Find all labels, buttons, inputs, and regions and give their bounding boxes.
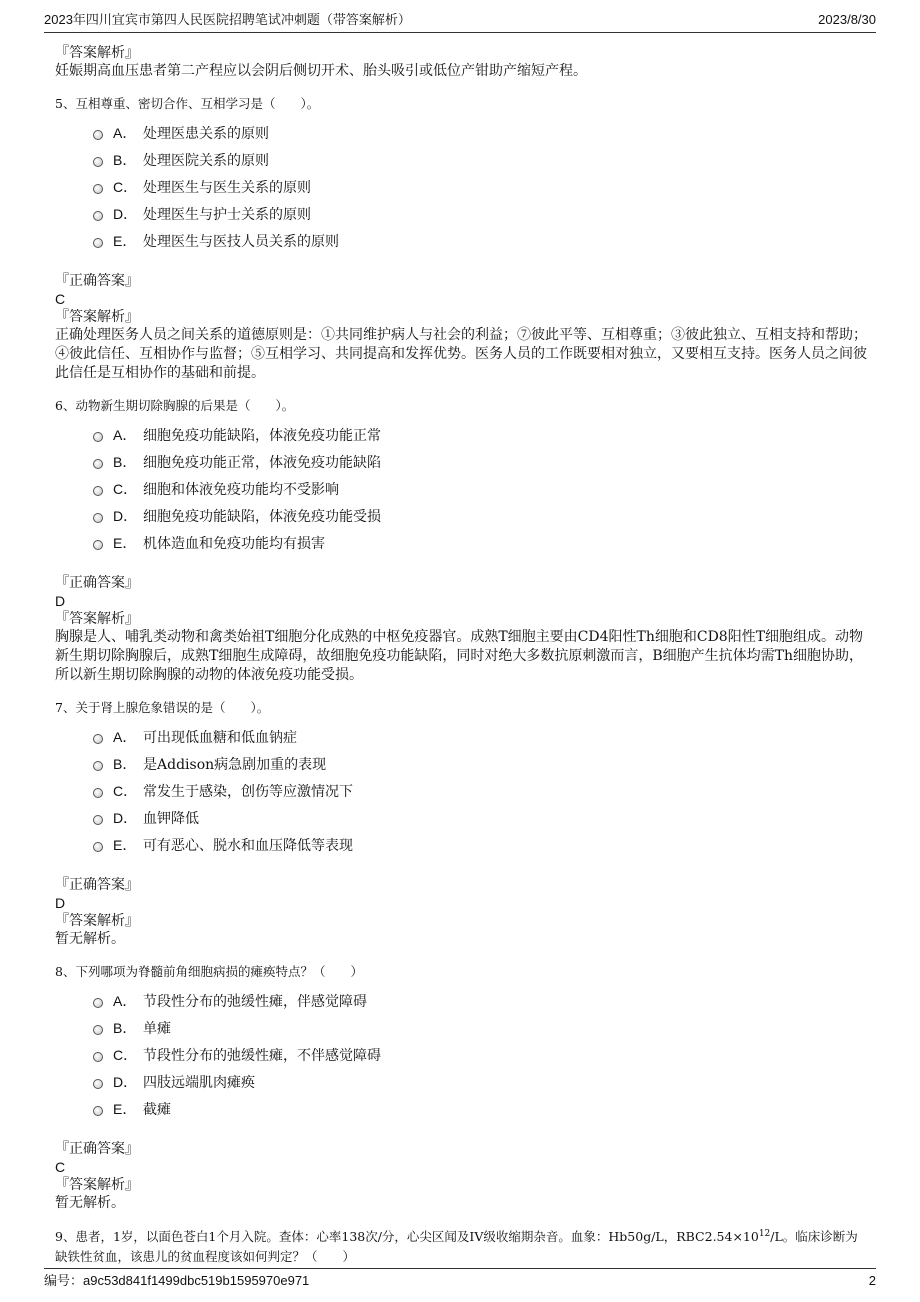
option-letter: B． [113, 453, 137, 470]
question-stem: 6、动物新生期切除胸腺的后果是（ ）。 [55, 398, 295, 413]
option-letter: E． [113, 232, 137, 249]
option-letter: C． [113, 1046, 138, 1063]
option-a[interactable] [93, 987, 870, 1014]
option-d[interactable] [93, 804, 870, 831]
option-text: 四肢远端肌肉瘫痪 [143, 1074, 255, 1091]
analysis-label: 『答案解析』 [55, 309, 139, 325]
document-id: 编号：a9c53d841f1499dbc519b1595970e971 [44, 1273, 310, 1288]
correct-answer: D [55, 895, 66, 911]
option-letter: B． [113, 755, 137, 772]
radio-button-icon[interactable] [93, 432, 103, 442]
correct-answer: C [55, 291, 66, 307]
option-letter: C． [113, 178, 138, 195]
answer-label: 『正确答案』 [55, 273, 139, 289]
radio-button-icon[interactable] [93, 1052, 103, 1062]
radio-button-icon[interactable] [93, 842, 103, 852]
question-7 [55, 699, 870, 949]
option-b[interactable] [93, 750, 870, 777]
option-letter: C． [113, 480, 138, 497]
question-stem-part1: 9、患者，1岁，以面色苍白1个月入院。查体：心率138次/分，心尖区闻及IV级收缩期杂音。血象：Hb50g/L，RBC2.54×10 [55, 1229, 759, 1244]
option-text: 机体造血和免疫功能均有损害 [143, 535, 325, 552]
radio-button-icon[interactable] [93, 1079, 103, 1089]
option-letter: D． [113, 205, 138, 222]
option-text: 处理医患关系的原则 [143, 125, 269, 142]
option-letter: A． [113, 124, 137, 141]
question-5 [55, 95, 870, 383]
radio-button-icon[interactable] [93, 238, 103, 248]
option-list [93, 987, 870, 1122]
option-letter: B． [113, 151, 137, 168]
question-8 [55, 963, 870, 1213]
option-text: 可出现低血糖和低血钠症 [143, 729, 297, 746]
radio-button-icon[interactable] [93, 788, 103, 798]
option-letter: E． [113, 836, 137, 853]
radio-button-icon[interactable] [93, 998, 103, 1008]
document-body [55, 44, 870, 1267]
answer-block [55, 1140, 870, 1213]
radio-button-icon[interactable] [93, 1025, 103, 1035]
answer-label: 『正确答案』 [55, 575, 139, 591]
option-letter: C． [113, 782, 138, 799]
option-letter: A． [113, 728, 137, 745]
option-text: 处理医生与医技人员关系的原则 [143, 233, 339, 250]
option-c[interactable] [93, 777, 870, 804]
option-d[interactable] [93, 200, 870, 227]
radio-button-icon[interactable] [93, 761, 103, 771]
option-text: 处理医生与医生关系的原则 [143, 179, 311, 196]
option-list [93, 421, 870, 556]
radio-button-icon[interactable] [93, 184, 103, 194]
option-a[interactable] [93, 421, 870, 448]
radio-button-icon[interactable] [93, 1106, 103, 1116]
option-text: 单瘫 [143, 1020, 171, 1037]
analysis-text: 妊娠期高血压患者第二产程应以会阴后侧切开术、胎头吸引或低位产钳助产缩短产程。 [55, 63, 587, 79]
correct-answer: D [55, 593, 66, 609]
option-letter: E． [113, 1100, 137, 1117]
option-e[interactable] [93, 529, 870, 556]
answer-block [55, 876, 870, 949]
option-text: 细胞免疫功能正常，体液免疫功能缺陷 [143, 454, 381, 471]
radio-button-icon[interactable] [93, 130, 103, 140]
radio-button-icon[interactable] [93, 734, 103, 744]
question-stem [55, 1227, 870, 1267]
option-text: 截瘫 [143, 1101, 171, 1118]
question-stem: 7、关于肾上腺危象错误的是（ ）。 [55, 700, 270, 715]
answer-block [55, 272, 870, 383]
radio-button-icon[interactable] [93, 486, 103, 496]
option-b[interactable] [93, 146, 870, 173]
option-a[interactable] [93, 119, 870, 146]
question-6 [55, 397, 870, 685]
document-date: 2023/8/30 [818, 12, 876, 27]
option-text: 细胞免疫功能缺陷，体液免疫功能受损 [143, 508, 381, 525]
option-list [93, 119, 870, 254]
option-letter: A． [113, 426, 137, 443]
option-text: 节段性分布的弛缓性瘫，伴感觉障碍 [143, 993, 367, 1010]
question-list [55, 95, 870, 1213]
radio-button-icon[interactable] [93, 157, 103, 167]
answer-label: 『正确答案』 [55, 877, 139, 893]
option-text: 细胞和体液免疫功能均不受影响 [143, 481, 339, 498]
question-stem: 5、互相尊重、密切合作、互相学习是（ ）。 [55, 96, 320, 111]
option-d[interactable] [93, 502, 870, 529]
option-letter: D． [113, 1073, 138, 1090]
option-letter: D． [113, 507, 138, 524]
analysis-text: 暂无解析。 [55, 1195, 125, 1211]
radio-button-icon[interactable] [93, 540, 103, 550]
option-text: 细胞免疫功能缺陷，体液免疫功能正常 [143, 427, 381, 444]
answer-label: 『正确答案』 [55, 1141, 139, 1157]
analysis-label: 『答案解析』 [55, 1177, 139, 1193]
option-letter: B． [113, 1019, 137, 1036]
option-c[interactable] [93, 1041, 870, 1068]
option-a[interactable] [93, 723, 870, 750]
radio-button-icon[interactable] [93, 815, 103, 825]
page-footer [44, 1268, 876, 1291]
option-list [93, 723, 870, 858]
previous-analysis [55, 44, 870, 81]
option-letter: D． [113, 809, 138, 826]
analysis-text: 正确处理医务人员之间关系的道德原则是：①共同维护病人与社会的利益；⑦彼此平等、互相尊重；③彼此独立、互相支持和帮助；④彼此信任、互相协作与监督；⑤互相学习、共同提高和发挥优势。医务人员的工作既要相对独立，又要相互支持。医务人员之间彼此信任是互相协作的基础和前提。 [55, 327, 867, 381]
option-b[interactable] [93, 1014, 870, 1041]
option-text: 血钾降低 [143, 810, 199, 827]
radio-button-icon[interactable] [93, 459, 103, 469]
option-text: 是Addison病急剧加重的表现 [143, 756, 327, 773]
option-text: 节段性分布的弛缓性瘫，不伴感觉障碍 [143, 1047, 381, 1064]
analysis-label: 『答案解析』 [55, 913, 139, 929]
option-text: 处理医生与护士关系的原则 [143, 206, 311, 223]
document-title: 2023年四川宜宾市第四人民医院招聘笔试冲刺题（带答案解析） [44, 12, 411, 27]
option-b[interactable] [93, 448, 870, 475]
page-number: 2 [868, 1273, 876, 1288]
radio-button-icon[interactable] [93, 513, 103, 523]
option-letter: A． [113, 992, 137, 1009]
page-header [44, 10, 876, 33]
option-d[interactable] [93, 1068, 870, 1095]
option-text: 处理医院关系的原则 [143, 152, 269, 169]
option-e[interactable] [93, 831, 870, 858]
option-e[interactable] [93, 227, 870, 254]
radio-button-icon[interactable] [93, 211, 103, 221]
analysis-label: 『答案解析』 [55, 611, 139, 627]
option-e[interactable] [93, 1095, 870, 1122]
question-stem: 8、下列哪项为脊髓前角细胞病损的瘫痪特点？（ ） [55, 964, 363, 979]
analysis-text: 暂无解析。 [55, 931, 125, 947]
analysis-label: 『答案解析』 [55, 45, 139, 61]
correct-answer: C [55, 1159, 66, 1175]
question-stem-superscript: 12 [758, 1228, 771, 1239]
option-text: 可有恶心、脱水和血压降低等表现 [143, 837, 353, 854]
question-9 [55, 1227, 870, 1267]
analysis-text: 胸腺是人、哺乳类动物和禽类始祖T细胞分化成熟的中枢免疫器官。成熟T细胞主要由CD4阳性Th细胞和CD8阳性T细胞组成。动物新生期切除胸腺后，成熟T细胞生成障碍，故细胞免疫功能缺陷，同时对绝大多数抗原刺激而言，B细胞产生抗体均需Th细胞协助，所以新生期切除胸腺的动物的体液免疫功能受损。 [55, 629, 864, 683]
option-text: 常发生于感染，创伤等应激情况下 [143, 783, 353, 800]
option-c[interactable] [93, 475, 870, 502]
option-letter: E． [113, 534, 137, 551]
option-c[interactable] [93, 173, 870, 200]
question-stem-part2: /L。临床诊断为缺铁性贫血，该患儿的贫血程度该如何判定？（ ） [55, 1229, 858, 1264]
answer-block [55, 574, 870, 685]
